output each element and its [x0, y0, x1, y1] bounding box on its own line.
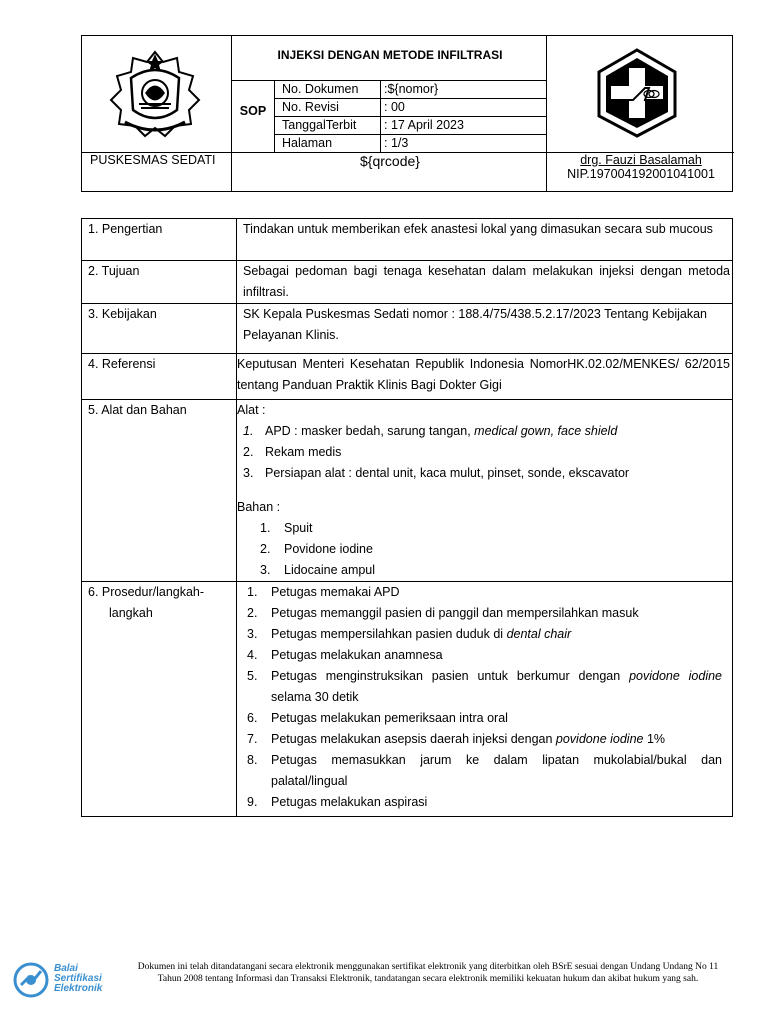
- bahan-item: [237, 539, 730, 560]
- prosedur-step: [247, 582, 722, 603]
- bahan-heading: Bahan :: [237, 500, 281, 514]
- sop-content-table: [81, 218, 733, 817]
- bahan-item-number: 2.: [260, 542, 271, 556]
- alat-item-text-italic: medical gown, face shield: [474, 424, 618, 438]
- regency-emblem-logo: [105, 48, 205, 138]
- health-cross-logo: [591, 48, 683, 138]
- step-text-main: Petugas mempersilahkan pasien duduk di: [271, 627, 507, 641]
- text-kebijakan: SK Kepala Puskesmas Sedati nomor : 188.4/75/438.5.2.17/2023 Tentang Kebijakan Pelayanan Klinis.: [237, 304, 733, 354]
- step-text: [271, 729, 722, 750]
- alat-item: [237, 463, 730, 484]
- text-pengertian: Tindakan untuk memberikan efek anastesi lokal yang dimasukan secara sub mucous: [237, 219, 733, 261]
- signer-name: drg. Fauzi Basalamah: [580, 153, 702, 167]
- prosedur-step: [247, 645, 722, 666]
- step-text-italic: povidone iodine: [629, 669, 722, 683]
- bahan-item-number: 3.: [260, 563, 271, 577]
- row-alat-bahan: [82, 400, 733, 582]
- sop-label: SOP: [239, 104, 267, 118]
- label-prosedur-line1: 6. Prosedur/langkah-: [88, 585, 205, 599]
- label-prosedur: [82, 582, 237, 817]
- step-text: Petugas melakukan pemeriksaan intra oral: [271, 711, 508, 725]
- puskesmas-name: PUSKESMAS SEDATI: [90, 153, 216, 167]
- step-text: Petugas melakukan aspirasi: [271, 795, 428, 809]
- step-number: 4.: [247, 648, 258, 662]
- step-text: [271, 624, 722, 645]
- step-text: Petugas memanggil pasien di panggil dan mempersilahkan masuk: [271, 606, 639, 620]
- prosedur-step: [247, 792, 722, 813]
- bsre-line-2: Sertifikasi: [54, 973, 102, 984]
- step-number: 3.: [247, 627, 258, 641]
- meta-label-no-dokumen: No. Dokumen: [282, 82, 359, 96]
- step-text-main: Petugas melakukan asepsis daerah injeksi dengan: [271, 732, 556, 746]
- label-kebijakan: 3. Kebijakan: [82, 304, 237, 354]
- prosedur-step: [247, 603, 722, 624]
- bsre-wordmark: [54, 964, 102, 994]
- alat-item-number: 3.: [243, 466, 254, 480]
- step-number: 9.: [247, 795, 258, 809]
- label-alat-bahan: 5. Alat dan Bahan: [82, 400, 237, 582]
- meta-label-tanggal-terbit: TanggalTerbit: [282, 118, 357, 132]
- step-number: 6.: [247, 711, 258, 725]
- meta-label-no-revisi: No. Revisi: [282, 100, 339, 114]
- alat-bahan-content: [237, 400, 733, 582]
- bahan-item-number: 1.: [260, 521, 271, 535]
- meta-value-no-dokumen: :${nomor}: [384, 82, 439, 96]
- label-referensi: 4. Referensi: [82, 354, 237, 400]
- alat-item-number: 1.: [243, 424, 254, 438]
- alat-item-text-main: APD : masker bedah, sarung tangan,: [265, 424, 475, 438]
- step-number: 8.: [247, 753, 258, 767]
- step-text-tail: 1%: [643, 732, 666, 746]
- step-text-italic: dental chair: [506, 627, 572, 641]
- meta-value-no-revisi: : 00: [384, 100, 405, 114]
- sop-header: [81, 35, 733, 192]
- qrcode-placeholder: ${qrcode}: [360, 153, 420, 169]
- row-referensi: [82, 354, 733, 400]
- alat-item-text: Persiapan alat : dental unit, kaca mulut, pinset, sonde, ekscavator: [265, 466, 630, 480]
- step-text: Petugas memakai APD: [271, 585, 400, 599]
- step-text: Petugas melakukan anamnesa: [271, 648, 443, 662]
- signer-nip: NIP.197004192001041001: [567, 167, 715, 181]
- row-prosedur: [82, 582, 733, 817]
- document-title: INJEKSI DENGAN METODE INFILTRASI: [277, 48, 503, 62]
- prosedur-step: [247, 708, 722, 729]
- step-text-tail: selama 30 detik: [271, 690, 359, 704]
- text-referensi: Keputusan Menteri Kesehatan Republik Indonesia NomorHK.02.02/MENKES/ 62/2015 tentang Panduan Praktik Klinis Bagi Dokter Gigi: [237, 354, 733, 400]
- bahan-item: [237, 518, 730, 539]
- step-text-italic: povidone iodine: [555, 732, 644, 746]
- bsre-logo: [12, 961, 50, 999]
- step-number: 7.: [247, 732, 258, 746]
- row-kebijakan: [82, 304, 733, 354]
- prosedur-step: [247, 729, 722, 750]
- prosedur-step: [247, 666, 722, 708]
- step-text: [271, 666, 722, 708]
- bahan-item-text: Spuit: [284, 521, 313, 535]
- meta-value-tanggal-terbit: : 17 April 2023: [384, 118, 464, 132]
- step-text: Petugas memasukkan jarum ke dalam lipatan mukolabial/bukal dan palatal/lingual: [271, 753, 722, 788]
- step-number: 5.: [247, 669, 258, 683]
- prosedur-steps: [237, 582, 733, 817]
- prosedur-step: [247, 624, 722, 645]
- bsre-line-1: Balai: [54, 963, 78, 974]
- bahan-item: [237, 560, 730, 581]
- e-signature-notice: Dokumen ini telah ditandatangani secara elektronik menggunakan sertifikat elektronik yang diterbitkan oleh BSrE sesuai dengan Undang Undang No 11 Tahun 2008 tentang Informasi dan Transaksi Elektronik, tandatangan secara elektronik memiliki kekuatan hukum dan akibat hukum yang sah.: [137, 962, 719, 984]
- prosedur-step: [247, 750, 722, 792]
- alat-heading: Alat :: [237, 403, 266, 417]
- bsre-line-3: Elektronik: [54, 983, 103, 994]
- alat-item: [237, 421, 730, 442]
- alat-item-text: Rekam medis: [265, 445, 342, 459]
- alat-item: [237, 442, 730, 463]
- meta-label-halaman: Halaman: [282, 136, 333, 150]
- meta-value-halaman: : 1/3: [384, 136, 409, 150]
- text-tujuan: Sebagai pedoman bagi tenaga kesehatan dalam melakukan injeksi dengan metoda infiltrasi.: [237, 261, 733, 304]
- signer-block: [548, 153, 734, 181]
- label-pengertian: 1. Pengertian: [82, 219, 237, 261]
- step-number: 2.: [247, 606, 258, 620]
- row-pengertian: [82, 219, 733, 261]
- label-tujuan: 2. Tujuan: [82, 261, 237, 304]
- alat-item-number: 2.: [243, 445, 254, 459]
- step-text-main: Petugas menginstruksikan pasien untuk berkumur dengan: [271, 669, 630, 683]
- row-tujuan: [82, 261, 733, 304]
- bahan-item-text: Lidocaine ampul: [284, 563, 376, 577]
- step-number: 1.: [247, 585, 258, 599]
- label-prosedur-line2: langkah: [109, 606, 153, 620]
- bahan-item-text: Povidone iodine: [284, 542, 373, 556]
- alat-item-text: [265, 421, 730, 442]
